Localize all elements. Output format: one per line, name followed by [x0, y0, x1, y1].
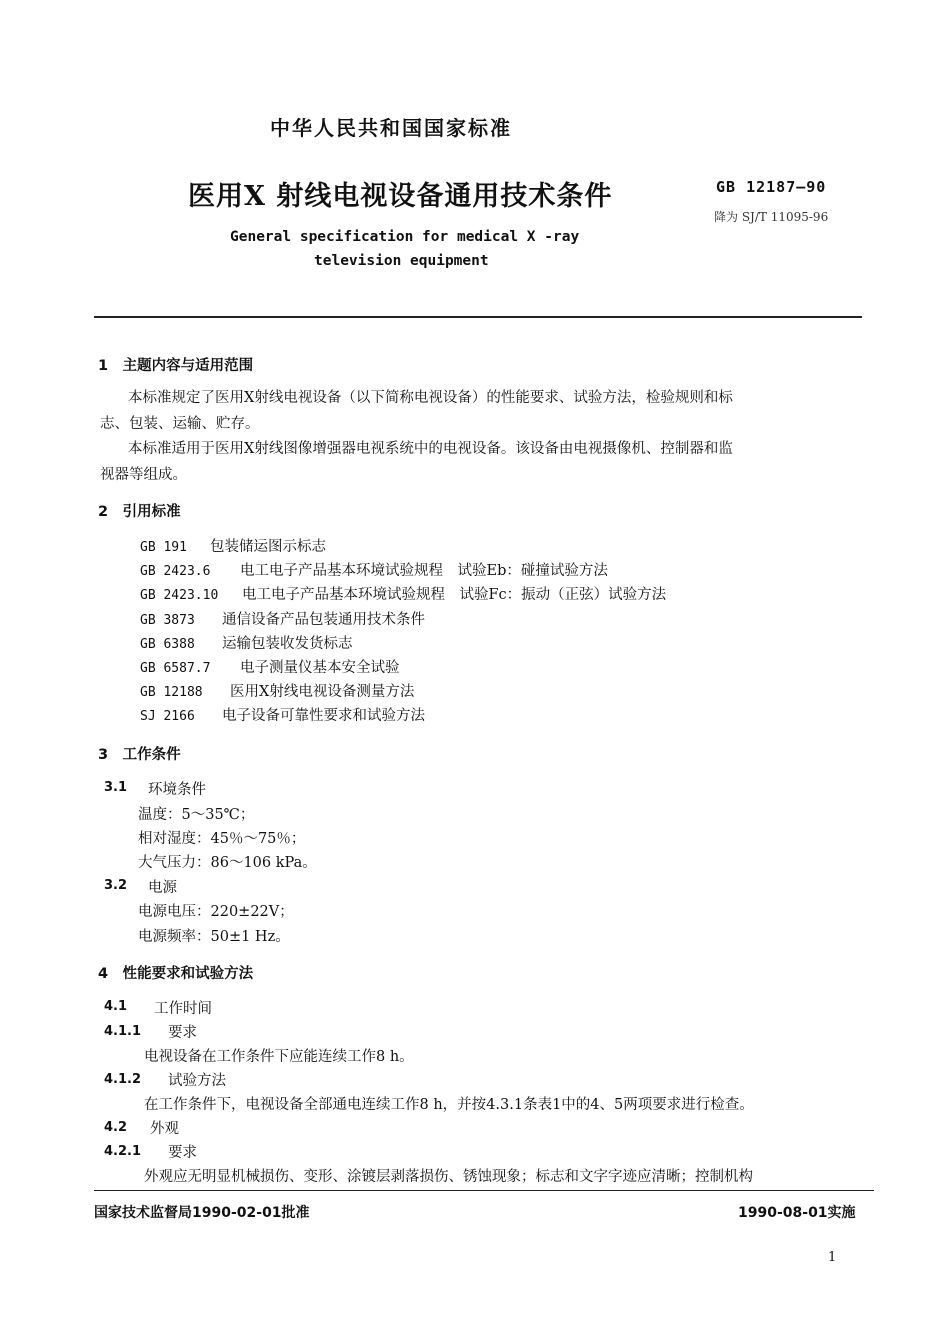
header-divider: [94, 316, 862, 318]
reference-item: [140, 656, 400, 677]
section-1-para2-line2: 视器等组成。: [100, 467, 187, 483]
reference-title: 运输包装收发货标志: [222, 636, 353, 652]
reference-code: GB 6388: [140, 637, 195, 652]
clause-3-2-number: 3.2: [104, 878, 128, 893]
clause-4-2-1-title: 要求: [168, 1145, 197, 1161]
section-1-para1-line2: 志、包装、运输、贮存。: [100, 416, 260, 432]
clause-3-1-number: 3.1: [104, 780, 128, 795]
supply-frequency: 电源频率：50±1 Hz。: [138, 929, 290, 945]
clause-4-1-2-number: 4.1.2: [104, 1072, 142, 1087]
issuing-organization: 中华人民共和国国家标准: [270, 116, 512, 140]
clause-4-2-1-number: 4.2.1: [104, 1144, 142, 1159]
clause-4-1-1-number: 4.1.1: [104, 1024, 142, 1039]
clause-3-2-title: 电源: [148, 880, 177, 896]
reference-item: [140, 680, 414, 701]
clause-4-1-1-text: 电视设备在工作条件下应能连续工作8 h。: [144, 1049, 414, 1065]
reference-item: [140, 559, 608, 580]
section-1-para2-line1: 本标准适用于医用X射线图像增强器电视系统中的电视设备。该设备由电视摄像机、控制器和监: [128, 441, 733, 457]
footer-divider: [94, 1190, 874, 1191]
reference-title: 电工电子产品基本环境试验规程 试验Eb：碰撞试验方法: [240, 563, 608, 579]
reference-code: GB 6587.7: [140, 661, 211, 676]
reference-title: 电子设备可靠性要求和试验方法: [222, 708, 425, 724]
reference-item: [140, 632, 353, 653]
reference-code: GB 2423.10: [140, 588, 219, 603]
reference-title: 电工电子产品基本环境试验规程 试验Fc：振动（正弦）试验方法: [242, 587, 667, 603]
section-4-heading: 4 性能要求和试验方法: [98, 966, 254, 982]
clause-4-1-number: 4.1: [104, 999, 128, 1014]
reference-title: 电子测量仪基本安全试验: [240, 660, 400, 676]
clause-3-1-title: 环境条件: [148, 782, 206, 798]
clause-4-1-2-title: 试验方法: [168, 1073, 226, 1089]
approval-date: 国家技术监督局1990-02-01批准: [94, 1205, 310, 1221]
reference-title: 包装储运图示标志: [210, 539, 326, 555]
section-1-para1-line1: 本标准规定了医用X射线电视设备（以下简称电视设备）的性能要求、试验方法，检验规则和标: [128, 390, 733, 406]
clause-4-1-1-title: 要求: [168, 1025, 197, 1041]
section-3-heading: 3 工作条件: [98, 747, 181, 763]
reference-item: [140, 535, 326, 556]
clause-4-2-1-text: 外观应无明显机械损伤、变形、涂镀层剥落损伤、锈蚀现象；标志和文字字迹应清晰；控制机构: [144, 1169, 753, 1185]
section-2-heading: 2 引用标准: [98, 504, 181, 520]
standard-downgrade-note: 降为 SJ/T 11095-96: [714, 210, 829, 224]
reference-item: [140, 583, 666, 604]
effective-date: 1990-08-01实施: [738, 1205, 856, 1221]
reference-code: SJ 2166: [140, 709, 195, 724]
standard-code: GB 12187—90: [716, 178, 827, 196]
clause-4-2-number: 4.2: [104, 1120, 128, 1135]
humidity-condition: 相对湿度：45％～75％；: [138, 831, 306, 847]
reference-item: [140, 608, 425, 629]
supply-voltage: 电源电压：220±22V；: [138, 904, 294, 920]
clause-4-1-2-text: 在工作条件下，电视设备全部通电连续工作8 h，并按4.3.1条表1中的4、5两项要求进行检查。: [144, 1097, 754, 1113]
document-title-english-line2: television equipment: [314, 253, 489, 269]
temperature-condition: 温度：5～35℃；: [138, 807, 255, 823]
document-title-chinese: 医用X 射线电视设备通用技术条件: [188, 181, 613, 212]
reference-title: 医用X射线电视设备测量方法: [230, 684, 415, 700]
reference-title: 通信设备产品包装通用技术条件: [222, 612, 425, 628]
reference-code: GB 12188: [140, 685, 203, 700]
section-1-heading: 1 主题内容与适用范围: [98, 358, 254, 374]
clause-4-1-title: 工作时间: [154, 1001, 212, 1017]
pressure-condition: 大气压力：86～106 kPa。: [138, 855, 317, 871]
reference-code: GB 2423.6: [140, 564, 211, 579]
reference-item: [140, 704, 425, 725]
reference-code: GB 191: [140, 540, 187, 555]
document-title-english-line1: General specification for medical X -ray: [230, 229, 580, 245]
page-number: 1: [828, 1250, 837, 1265]
clause-4-2-title: 外观: [150, 1121, 179, 1137]
reference-code: GB 3873: [140, 613, 195, 628]
